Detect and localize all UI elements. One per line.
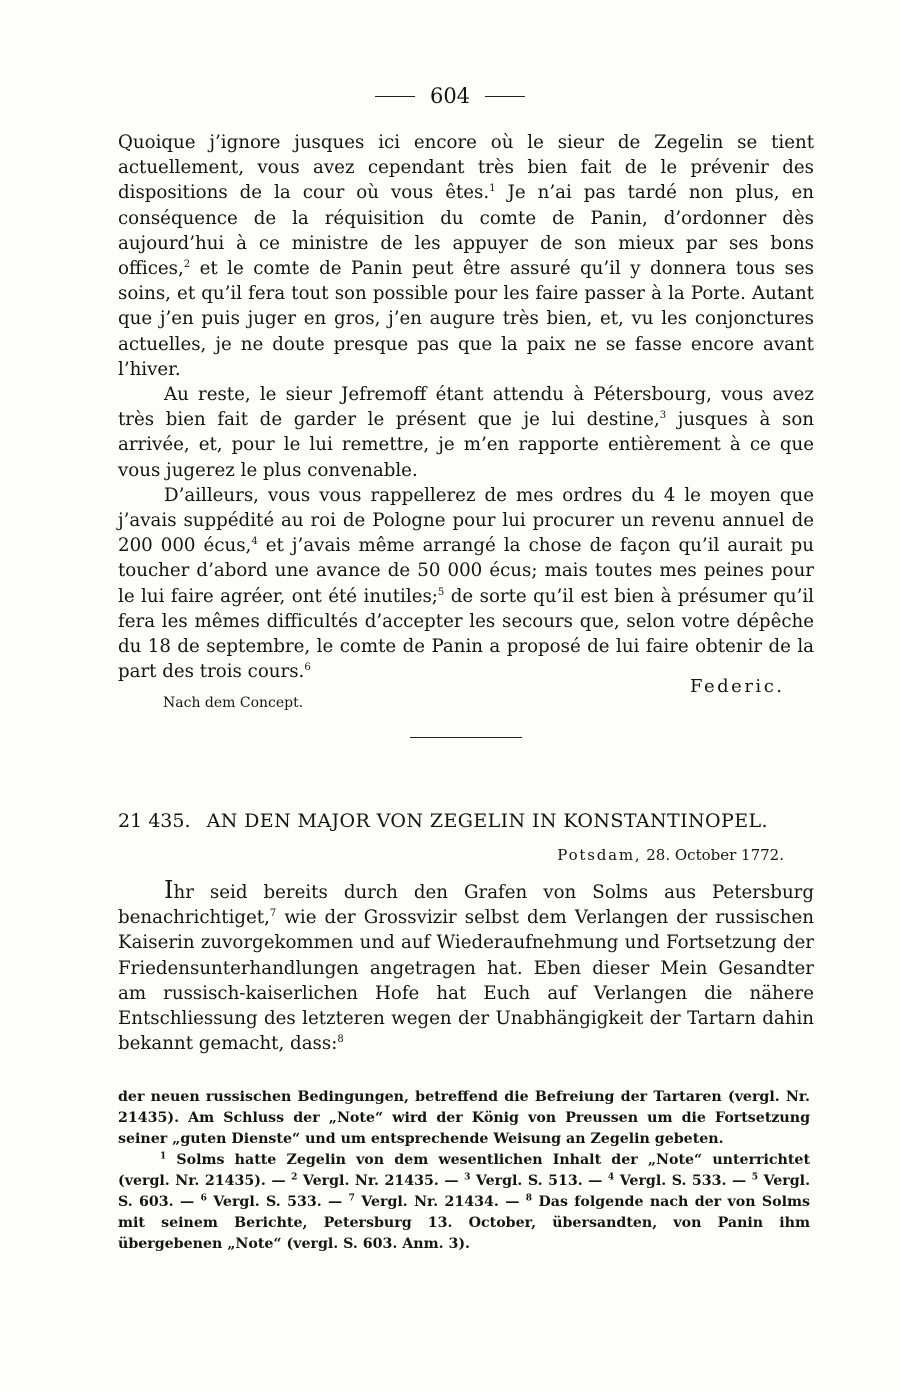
letter-paragraph-3 bbox=[118, 483, 814, 685]
section-divider bbox=[410, 737, 522, 738]
footnote-marker: 3 bbox=[464, 1172, 471, 1183]
header-rule-right bbox=[485, 96, 525, 97]
footnote-marker: 4 bbox=[607, 1172, 615, 1183]
text-run: der neuen russischen Bedingungen, betreffend die Befreiung der Tartaren (vergl. Nr. 21435). Am Schluss der „Note“ wird der König von Preussen um die Fortsetzung seiner „guten Dienste“ und um entsprechende Weisung an Zegelin gebeten. bbox=[118, 1089, 810, 1147]
text-run: Vergl. S. 533. — bbox=[206, 1194, 349, 1210]
text-run: Das folgende nach der von Solms mit seinem Berichte, Petersburg 13. October, übersandten, von Panin ihm übergebenen „Note“ (vergl. S. 603. Anm. 3). bbox=[118, 1194, 810, 1252]
footnote-marker: 4 bbox=[251, 536, 258, 548]
text-run: et le comte de Panin peut être assuré qu’il y donnera tous ses soins, et qu’il fera tout son possible pour les faire passer à la Porte. Autant que j’en puis juger en gros, j’en augure très bien, et, vu les conjonctures actuelles, je ne doute presque pas que la paix ne se fasse encore avant l’hiver. bbox=[118, 258, 814, 380]
dateline-date: 28. October 1772. bbox=[646, 846, 784, 864]
letter-german-text bbox=[118, 882, 814, 1054]
letter-german-body bbox=[118, 878, 814, 1056]
text-run: Vergl. S. 533. — bbox=[614, 1173, 752, 1189]
text-run: wie der Grossvizir selbst dem Verlangen der russischen Kaiserin zuvorgekommen und auf Wiederaufnehmung und Fortsetzung der Friedensunterhandlungen angetragen hat. Eben dieser Mein Gesandter am russisch-kaiserlichen Hofe hat Euch auf Verlangen die nähere Entschliessung des letzteren wegen der Unabhängigkeit der Tartarn dahin bekannt gemacht, dass: bbox=[118, 907, 814, 1055]
text-run: Quoique j’ignore jusques ici encore où le sieur de Zegelin se tient actuellement, vous avez cependant très bien fait de le prévenir des dispositions de la cour où vous êtes. bbox=[118, 132, 814, 204]
footnote-marker: 3 bbox=[659, 410, 667, 422]
text-run: Vergl. Nr. 21434. — bbox=[354, 1194, 526, 1210]
letter-paragraph-german bbox=[118, 878, 814, 1056]
letter-paragraph-1 bbox=[118, 130, 814, 382]
page-number: 604 bbox=[429, 84, 471, 108]
footnote-marker: 5 bbox=[751, 1172, 759, 1183]
letter-french-body bbox=[118, 130, 814, 684]
document-title: AN DEN MAJOR VON ZEGELIN IN KONSTANTINOPEL. bbox=[206, 810, 768, 832]
footnote-marker: 7 bbox=[269, 908, 277, 920]
footnote-marker: 8 bbox=[525, 1193, 533, 1204]
footnote-marker: 2 bbox=[291, 1172, 298, 1183]
header-rule-left bbox=[375, 96, 415, 97]
footnote-marker: 2 bbox=[183, 258, 191, 270]
dateline-place: Potsdam, bbox=[557, 846, 642, 864]
text-run: D’ailleurs, vous vous rappellerez de mes ordres du 4 le moyen que j’avais suppédité au roi de Pologne pour lui procurer un revenu annuel de 200 000 écus, bbox=[118, 484, 814, 557]
footnote-marker: 1 bbox=[160, 1151, 167, 1162]
source-note: Nach dem Concept. bbox=[163, 695, 304, 711]
footnotes bbox=[118, 1087, 810, 1255]
signature: Federic. bbox=[690, 676, 785, 697]
page-header bbox=[0, 84, 900, 108]
text-run: Vergl. Nr. 21435. — bbox=[297, 1173, 465, 1189]
footnote-marker: 7 bbox=[348, 1193, 355, 1204]
footnote-marker: 8 bbox=[337, 1034, 344, 1046]
document-number: 21 435. bbox=[118, 810, 191, 832]
text-run: Je n’ai pas tardé non plus, en conséquence de la réquisition du comte de Panin, d’ordonner dès aujourd’hui à ce ministre de les appuyer de son mieux par ses bons offices, bbox=[118, 182, 815, 280]
text-run: hr seid bereits durch den Grafen von Solms aus Petersburg benachrichtiget, bbox=[118, 882, 814, 929]
footnote-continuation bbox=[118, 1087, 810, 1150]
footnote-marker: 5 bbox=[437, 586, 445, 598]
document-heading bbox=[118, 810, 814, 832]
dateline bbox=[118, 846, 784, 864]
text-run: de sorte qu’il est bien à présumer qu’il fera les mêmes difficultés d’accepter les secours que, selon votre dépêche du 18 de septembre, le comte de Panin a proposé de lui faire obtenir de la part des trois cours. bbox=[118, 585, 814, 683]
text-run: Vergl. S. 513. — bbox=[470, 1173, 608, 1189]
text-run: Au reste, le sieur Jefremoff étant attendu à Pétersbourg, vous avez très bien fait de garder le présent que je lui destine, bbox=[118, 384, 814, 431]
text-run: Vergl. S. 603. — bbox=[118, 1173, 811, 1210]
text-run: Solms hatte Zegelin von dem wesentlichen Inhalt der „Note“ unterrichtet (vergl. Nr. 21435). — bbox=[118, 1152, 810, 1189]
drop-cap: I bbox=[164, 876, 174, 904]
text-run: et j’avais même arrangé la chose de façon qu’il aurait pu toucher d’abord une avance de 50 000 écus; mais toutes mes peines pour le lui faire agréer, ont été inutiles; bbox=[118, 535, 814, 607]
footnote-marker: 6 bbox=[200, 1193, 207, 1204]
footnote-list bbox=[118, 1150, 810, 1255]
footnote-marker: 1 bbox=[489, 183, 496, 195]
letter-paragraph-2 bbox=[118, 382, 814, 483]
text-run: jusques à son arrivée, et, pour le lui remettre, je m’en rapporte entièrement à ce que vous jugerez le plus convenable. bbox=[118, 409, 815, 481]
footnote-marker: 6 bbox=[304, 662, 311, 674]
